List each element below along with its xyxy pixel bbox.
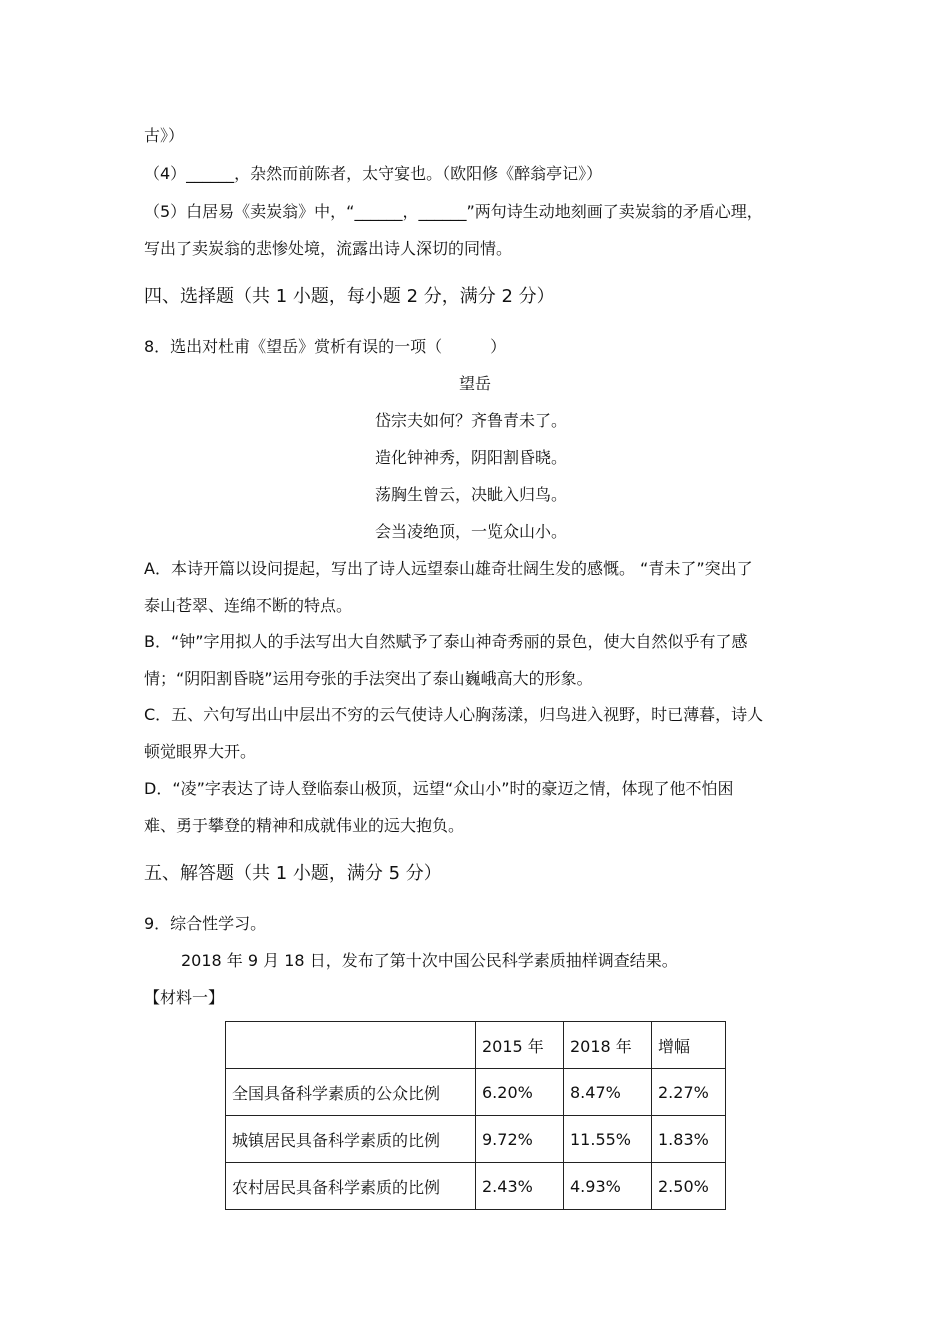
table-cell: 11.55% — [564, 1116, 652, 1163]
option-b-cont: 情；“阴阳割昏晓”运用夸张的手法突出了泰山巍峨高大的形象。 — [144, 669, 593, 688]
data-table — [225, 1021, 726, 1210]
table-header-row — [226, 1022, 726, 1069]
question-9-stem: 9．综合性学习。 — [144, 914, 267, 933]
option-b: B．“钟”字用拟人的手法写出大自然赋予了泰山神奇秀丽的景色，使大自然似乎有了感 — [144, 632, 748, 651]
option-a: A．本诗开篇以设问提起，写出了诗人远望泰山雄奇壮阔生发的感慨。 “青未了”突出了 — [144, 559, 753, 578]
table-cell: 9.72% — [476, 1116, 564, 1163]
table-cell: 4.93% — [564, 1163, 652, 1210]
table-header-cell: 增幅 — [652, 1022, 726, 1069]
option-d-cont: 难、勇于攀登的精神和成就伟业的远大抱负。 — [144, 816, 465, 835]
option-d: D．“凌”字表达了诗人登临泰山极顶，远望“众山小”时的豪迈之情，体现了他不怕困 — [144, 779, 734, 798]
table-cell: 城镇居民具备科学素质的比例 — [226, 1116, 476, 1163]
poem-line: 荡胸生曾云，决眦入归鸟。 — [375, 485, 568, 504]
poem-title: 望岳 — [458, 374, 491, 393]
table-header-cell: 2015 年 — [476, 1022, 564, 1069]
table-cell: 1.83% — [652, 1116, 726, 1163]
option-c-cont: 顿觉眼界大开。 — [144, 742, 257, 761]
option-a-cont: 泰山苍翠、连绵不断的特点。 — [144, 596, 353, 615]
question-5-line-2: 写出了卖炭翁的悲惨处境，流露出诗人深切的同情。 — [144, 239, 513, 258]
table-row — [226, 1116, 726, 1163]
poem-line: 会当凌绝顶，一览众山小。 — [375, 522, 568, 541]
section-4-heading: 四、选择题（共 1 小题，每小题 2 分，满分 2 分） — [144, 286, 555, 307]
section-5-heading: 五、解答题（共 1 小题，满分 5 分） — [144, 863, 442, 884]
table-row — [226, 1163, 726, 1210]
poem-line: 岱宗夫如何？齐鲁青未了。 — [375, 411, 568, 430]
question-5-line: （5）白居易《卖炭翁》中，“______，______”两句诗生动地刻画了卖炭翁的矛盾心理， — [144, 202, 763, 221]
table-cell: 6.20% — [476, 1069, 564, 1116]
question-4-line: （4）______，杂然而前陈者，太守宴也。（欧阳修《醉翁亭记》） — [144, 164, 603, 183]
table-cell: 2.50% — [652, 1163, 726, 1210]
table-header-cell — [226, 1022, 476, 1069]
table-row — [226, 1069, 726, 1116]
table-cell: 全国具备科学素质的公众比例 — [226, 1069, 476, 1116]
table-header-cell: 2018 年 — [564, 1022, 652, 1069]
material-label: 【材料一】 — [144, 988, 225, 1007]
option-c: C．五、六句写出山中层出不穷的云气使诗人心胸荡漾，归鸟进入视野，时已薄暮，诗人 — [144, 705, 764, 724]
table-cell: 8.47% — [564, 1069, 652, 1116]
question-8-stem: 8．选出对杜甫《望岳》赏析有误的一项（ ） — [144, 337, 507, 356]
table-cell: 农村居民具备科学素质的比例 — [226, 1163, 476, 1210]
poem-line: 造化钟神秀，阴阳割昏晓。 — [375, 448, 568, 467]
table-cell: 2.43% — [476, 1163, 564, 1210]
text-line: 古》） — [144, 126, 185, 145]
table-cell: 2.27% — [652, 1069, 726, 1116]
question-9-intro: 2018 年 9 月 18 日，发布了第十次中国公民科学素质抽样调查结果。 — [181, 951, 678, 970]
